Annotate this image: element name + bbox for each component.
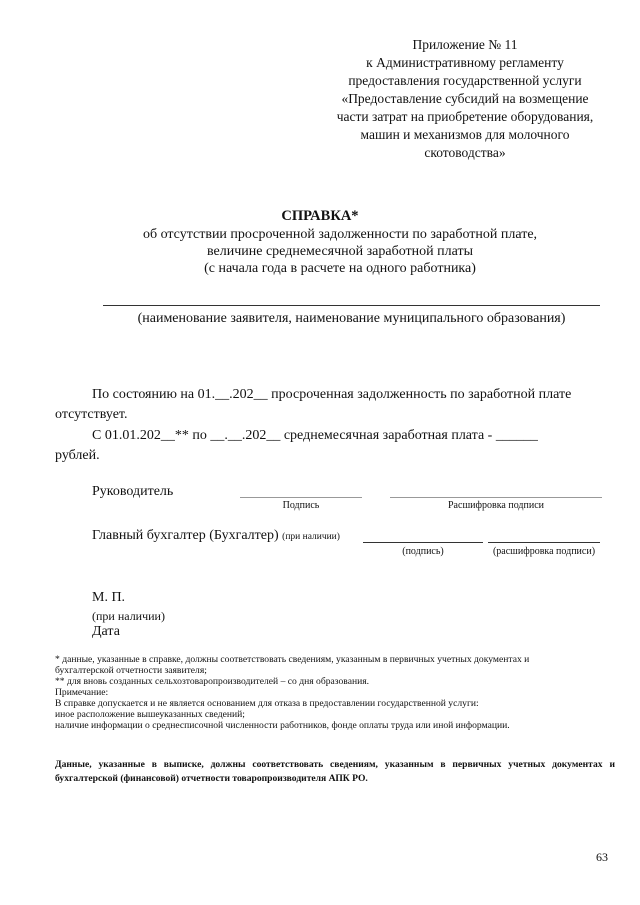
footnote-line: * данные, указанные в справке, должны соответствовать сведениям, указанным в первичных учетных документах и <box>55 654 530 665</box>
subtitle-line: об отсутствии просроченной задолженности по заработной плате, <box>142 227 538 242</box>
stamp-mp: М. П. <box>92 590 126 605</box>
head-signature-line <box>240 497 362 498</box>
appendix-line: к Административному регламенту <box>366 55 564 70</box>
accountant-decode-caption: (расшифровка подписи) <box>492 546 596 557</box>
footnote-line: ** для вновь созданных сельхозтоваропроизводителей – со дня образования. <box>55 676 370 687</box>
footnote-line: бухгалтерской отчетности заявителя; <box>55 665 207 676</box>
stamp-note: (при наличии) <box>92 609 165 623</box>
applicant-name-line <box>103 305 600 306</box>
subtitle-line: (с начала года в расчете на одного работника) <box>204 261 476 276</box>
footnote-line: В справке допускается и не является основанием для отказа в предоставлении государственной услуги: <box>55 698 479 709</box>
status-paragraph-line1: По состоянию на 01.__.202__ просроченная задолженность по заработной плате <box>92 387 572 402</box>
accountant-signature-caption: (подпись) <box>402 546 444 557</box>
footnotes <box>55 654 615 731</box>
head-signature-caption: Подпись <box>282 500 320 511</box>
accountant-signature-line <box>363 542 483 543</box>
head-decode-line <box>390 497 602 498</box>
accountant-note: (при наличии) <box>282 532 340 542</box>
head-label: Руководитель <box>92 484 174 499</box>
appendix-line: Приложение № 11 <box>412 37 518 52</box>
status-paragraph-line2: отсутствует. <box>55 407 128 422</box>
footnote-line: Примечание: <box>55 687 109 698</box>
appendix-line: предоставления государственной услуги <box>348 73 582 88</box>
accountant-decode-line <box>488 542 600 543</box>
appendix-line: «Предоставление субсидий на возмещение <box>341 91 589 106</box>
footnote-line: иное расположение вышеуказанных сведений; <box>55 709 245 720</box>
appendix-line: машин и механизмов для молочного <box>360 127 570 142</box>
footnote-line: наличие информации о среднесписочной численности работников, фонде оплаты труда или иной информации. <box>55 720 510 731</box>
subtitle-line: величине среднемесячной заработной платы <box>207 244 473 259</box>
page-number: 63 <box>596 850 608 864</box>
document-title: СПРАВКА* <box>281 208 359 224</box>
salary-paragraph-line2: рублей. <box>55 448 100 463</box>
appendix-line: части затрат на приобретение оборудования, <box>336 109 594 124</box>
accountant-label <box>92 528 340 544</box>
head-decode-caption: Расшифровка подписи <box>448 500 544 511</box>
accountant-title: Главный бухгалтер (Бухгалтер) <box>92 528 279 543</box>
salary-paragraph-line1: С 01.01.202__** по __.__.202__ среднемесячная заработная плата - ______ <box>92 428 538 443</box>
document-subtitle <box>60 226 620 277</box>
date-label: Дата <box>92 624 120 639</box>
appendix-line: скотоводства» <box>424 145 506 160</box>
applicant-caption: (наименование заявителя, наименование муниципального образования) <box>137 311 566 326</box>
appendix-header <box>300 36 630 162</box>
bottom-note: Данные, указанные в выписке, должны соответствовать сведениям, указанным в первичных учетных документах и бухгалтерской (финансовой) отчетности товаропроизводителя АПК РО. <box>55 759 615 784</box>
